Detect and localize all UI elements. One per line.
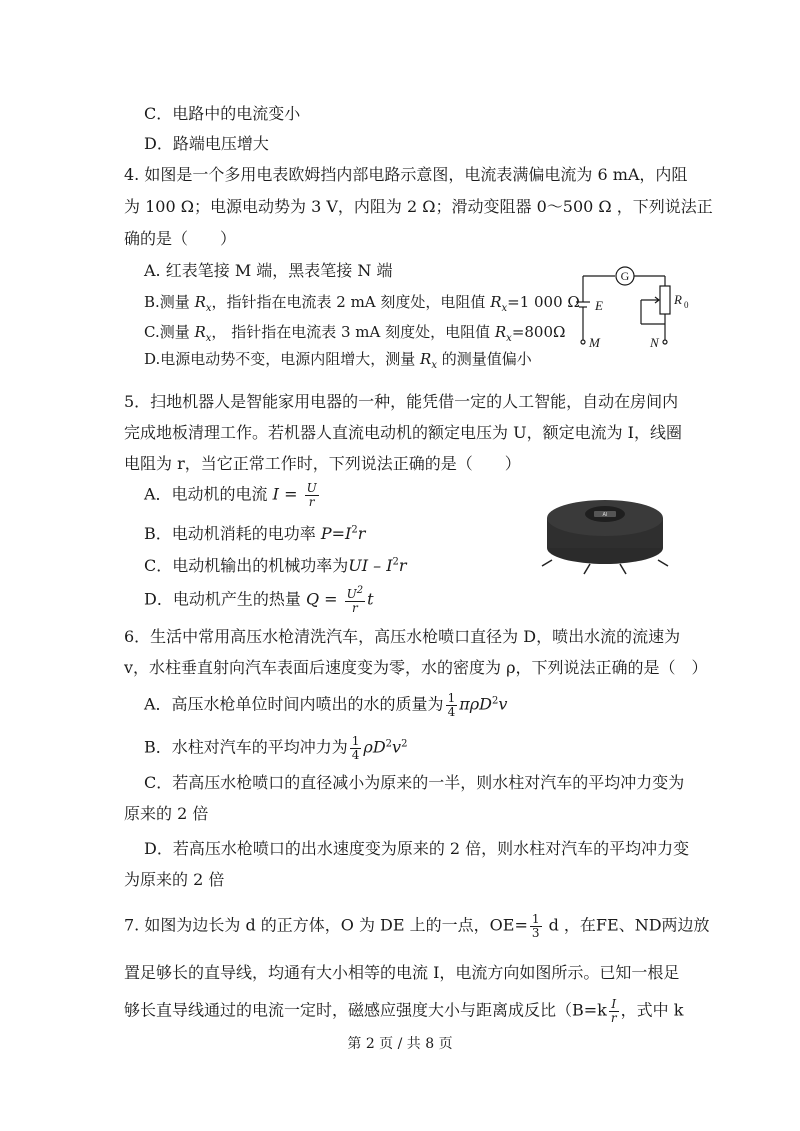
fraction-numerator: U (306, 481, 317, 495)
fraction-numerator: 1 (351, 734, 360, 748)
q4-option-a: A. 红表笔接 M 端，黑表笔接 N 端 (144, 261, 393, 280)
q5-option-a-fraction (305, 482, 319, 508)
fraction-numerator: I (609, 998, 619, 1012)
q4-option-b-mid: ，指针指在电流表 2 mA 刻度处，电阻值 (211, 293, 491, 311)
q6-option-a-end: v (498, 694, 508, 714)
q7-line3-pre: 够长直导线通过的电流一定时，磁感应强度大小与距离成反比（B=k (124, 1000, 607, 1020)
rx-subscript: x (205, 303, 212, 314)
q4-stem-line2: 为 100 Ω；电源电动势为 3 V，内阻为 2 Ω；滑动变阻器 0～500 Ω ，下列说法正 (124, 197, 713, 216)
q4-option-c-post: =800Ω (511, 323, 566, 341)
rheostat-body (660, 286, 670, 314)
q5-option-a-text: A．电动机的电流 (144, 484, 268, 504)
q4-option-b-post: =1 000 Ω (507, 293, 580, 311)
q6-option-a-text: A．高压水枪单位时间内喷出的水的质量为 (144, 694, 444, 714)
robot-brush-front (584, 564, 590, 574)
rx-subscript: x (501, 303, 508, 314)
q6-option-b-text: B．水柱对汽车的平均冲力为 (144, 737, 348, 757)
q5-option-a-lhs: I = (272, 484, 298, 504)
q6-stem-line2: v，水柱垂直射向汽车表面后速度变为零，水的密度为 ρ，下列说法正确的是（ ） (124, 658, 708, 677)
q5-option-c-formula: UI – I (348, 556, 393, 575)
q4-stem-line3: 确的是（ ） (124, 229, 237, 248)
source-label: E (595, 298, 603, 313)
resistor-subscript: 0 (684, 300, 689, 310)
superscript: 2 (401, 738, 408, 750)
rx-symbol: R (490, 293, 502, 311)
terminal-m-dot[interactable] (581, 340, 585, 344)
superscript: 2 (392, 556, 399, 568)
q5-stem-line1: 5．扫地机器人是智能家用电器的一种，能凭借一定的人工智能，自动在房间内 (124, 392, 679, 411)
superscript: 2 (491, 695, 499, 707)
q5-stem-line3: 电阻为 r，当它正常工作时，下列说法正确的是（ ） (124, 454, 521, 473)
fraction-numerator: 1 (447, 691, 456, 705)
q5-option-a (144, 482, 321, 508)
q4-option-b (144, 293, 580, 315)
q6-stem-line1: 6．生活中常用高压水枪清洗汽车，高压水枪喷口直径为 D，喷出水流的流速为 (124, 627, 681, 646)
robot-brush-front-2 (620, 564, 626, 574)
q6-option-a-fraction (446, 692, 458, 718)
fraction-numerator (345, 586, 366, 602)
terminal-m-label: M (589, 335, 600, 350)
fraction-numerator: 1 (531, 912, 540, 926)
q5-option-c (144, 556, 407, 575)
q5-option-d-fraction (345, 586, 366, 614)
fraction-numerator-base: U (346, 587, 357, 601)
q5-option-b (144, 524, 365, 543)
q6-option-c-line2: 原来的 2 倍 (124, 804, 209, 823)
q6-option-b-mid: v (392, 737, 402, 757)
robot-brush-right (658, 560, 668, 566)
q5-option-b-formula: P=I (320, 524, 352, 543)
q6-option-b-fraction (350, 735, 362, 761)
page-footer: 第 2 页 / 共 8 页 (347, 1036, 453, 1052)
superscript: 2 (351, 524, 358, 536)
q5-option-d-text: D．电动机产生的热量 (144, 589, 301, 609)
q5-option-c-tail: r (398, 556, 407, 575)
q5-option-d-tail: t (367, 589, 374, 609)
robot-vacuum-image (540, 478, 670, 578)
q7-stem-line3 (124, 998, 683, 1024)
terminal-n-dot[interactable] (663, 340, 667, 344)
superscript: 2 (356, 585, 364, 596)
rx-subscript: x (431, 360, 437, 371)
fraction-denominator: r (308, 494, 315, 509)
robot-logo-text: AI (602, 512, 608, 518)
q7-fraction-oe (530, 913, 542, 939)
q6-option-a (144, 692, 507, 718)
q4-option-d (144, 350, 532, 372)
rx-symbol: R (420, 350, 432, 368)
q6-option-c-line1: C．若高压水枪喷口的直径减小为原来的一半，则水柱对汽车的平均冲力变为 (144, 773, 685, 792)
robot-brush-left (542, 560, 552, 566)
q6-option-b (144, 735, 407, 761)
q4-option-b-pre: B.测量 (144, 293, 195, 311)
q7-line1-post: d ，在FE、ND两边放 (543, 915, 710, 935)
superscript: 2 (385, 738, 393, 750)
rx-symbol: R (494, 323, 507, 341)
q5-option-d (144, 586, 374, 614)
q6-option-a-tail: πρD (459, 694, 492, 714)
q4-option-d-pre: D.电源电动势不变，电源内阻增大，测量 (144, 350, 421, 368)
q7-stem-line2: 置足够长的直导线，均通有大小相等的电流 I，电流方向如图所示。已知一根足 (124, 963, 680, 982)
q4-option-c (144, 323, 565, 345)
q5-option-b-text: B．电动机消耗的电功率 (144, 524, 321, 543)
q5-option-b-tail: r (357, 524, 366, 543)
q5-option-d-lhs: Q = (305, 589, 338, 609)
q5-option-c-text: C．电动机输出的机械功率为 (144, 556, 349, 575)
q4-option-c-mid: ， 指针指在电流表 3 mA 刻度处，电阻值 (211, 323, 495, 341)
galvanometer-label: G (620, 269, 630, 283)
terminal-n-label: N (650, 335, 659, 350)
q3-option-c: C．电路中的电流变小 (144, 104, 301, 123)
q6-option-b-tail: ρD (363, 737, 386, 757)
fraction-denominator: 3 (531, 925, 540, 940)
q7-line1-pre: 7. 如图为边长为 d 的正方体，O 为 DE 上的一点，OE= (124, 915, 528, 935)
q3-option-d: D．路端电压增大 (144, 134, 269, 153)
resistor-label: R (674, 292, 682, 307)
fraction-denominator: r (352, 600, 358, 615)
q6-option-d-line2: 为原来的 2 倍 (124, 870, 225, 889)
rx-symbol: R (194, 323, 206, 341)
fraction-denominator: 4 (351, 747, 360, 762)
q7-line3-post: ，式中 k (620, 1000, 684, 1020)
q5-stem-line2: 完成地板清理工作。若机器人直流电动机的额定电压为 U，额定电流为 I，线圈 (124, 423, 682, 442)
q4-option-c-pre: C.测量 (144, 323, 195, 341)
q7-fraction-ir (609, 998, 619, 1024)
fraction-denominator: 4 (447, 704, 456, 719)
rx-subscript: x (506, 333, 512, 344)
rx-subscript: x (205, 333, 212, 344)
q4-stem-line1: 4. 如图是一个多用电表欧姆挡内部电路示意图，电流表满偏电流为 6 mA，内阻 (124, 165, 688, 184)
q4-option-d-post: 的测量值偏小 (436, 350, 532, 368)
q7-stem-line1 (124, 913, 710, 939)
fraction-denominator: r (610, 1010, 617, 1025)
rx-symbol: R (194, 293, 206, 311)
q6-option-d-line1: D．若高压水枪喷口的出水速度变为原来的 2 倍，则水柱对汽车的平均冲力变 (144, 839, 690, 858)
circuit-diagram (575, 258, 705, 350)
